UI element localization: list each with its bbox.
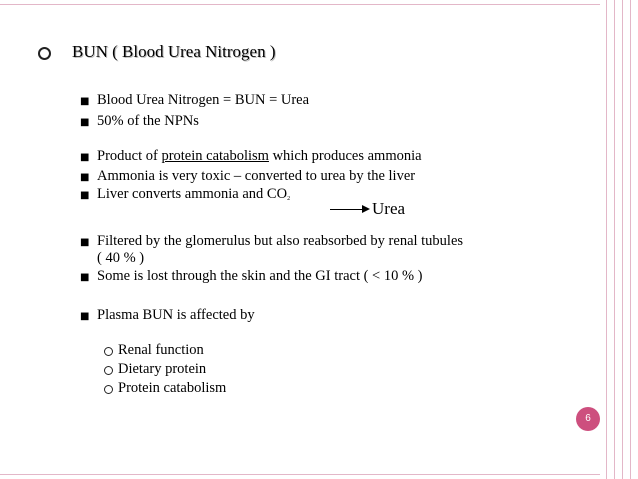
sub-bullet-text: Renal function	[118, 342, 204, 358]
bullet-icon: ■	[80, 237, 90, 248]
decor-line	[606, 0, 607, 479]
bullet-icon: ■	[80, 117, 90, 128]
slide-title: BUN ( Blood Urea Nitrogen )	[72, 42, 276, 61]
bullet-text	[97, 186, 290, 203]
bullet-text: Plasma BUN is affected by	[97, 307, 255, 323]
bullet-icon: ■	[80, 311, 90, 322]
decor-line	[0, 4, 600, 5]
decor-line	[0, 474, 600, 475]
bullet-icon: ■	[80, 172, 90, 183]
decor-line	[622, 0, 623, 479]
text-main: Liver converts ammonia and CO	[97, 186, 288, 202]
bullet-text: Some is lost through the skin and the GI tract ( < 10 % )	[97, 268, 423, 284]
sub-bullet-text: Dietary protein	[118, 361, 207, 377]
bullet-icon	[38, 47, 51, 60]
underlined-term: protein catabolism	[161, 148, 269, 164]
bullet-text: Filtered by the glomerulus but also reabsorbed by renal tubules	[97, 233, 464, 249]
arrow-icon	[362, 205, 370, 213]
decor-line	[630, 0, 631, 479]
bullet-text-continuation: ( 40 % )	[97, 250, 145, 266]
bullet-icon: ■	[80, 190, 90, 201]
bullet-text: Blood Urea Nitrogen = BUN = Urea	[97, 92, 310, 108]
bullet-icon	[104, 347, 113, 356]
text-suffix: which produces ammonia	[268, 148, 422, 164]
page-number-badge: 6	[576, 407, 600, 431]
bullet-text	[97, 148, 422, 165]
bullet-icon: ■	[80, 152, 90, 163]
bullet-text: 50% of the NPNs	[97, 113, 199, 129]
bullet-icon: ■	[80, 272, 90, 283]
bullet-icon: ■	[80, 96, 90, 107]
arrow-line	[330, 209, 364, 210]
bullet-icon	[104, 385, 113, 394]
text-prefix: Product of	[97, 148, 162, 164]
sub-bullet-text: Protein catabolism	[118, 380, 227, 396]
urea-label: Urea	[372, 199, 406, 218]
bullet-text: Ammonia is very toxic – converted to urea by the liver	[97, 168, 416, 184]
decor-line	[614, 0, 615, 479]
subscript: 2	[287, 196, 291, 202]
bullet-icon	[104, 366, 113, 375]
